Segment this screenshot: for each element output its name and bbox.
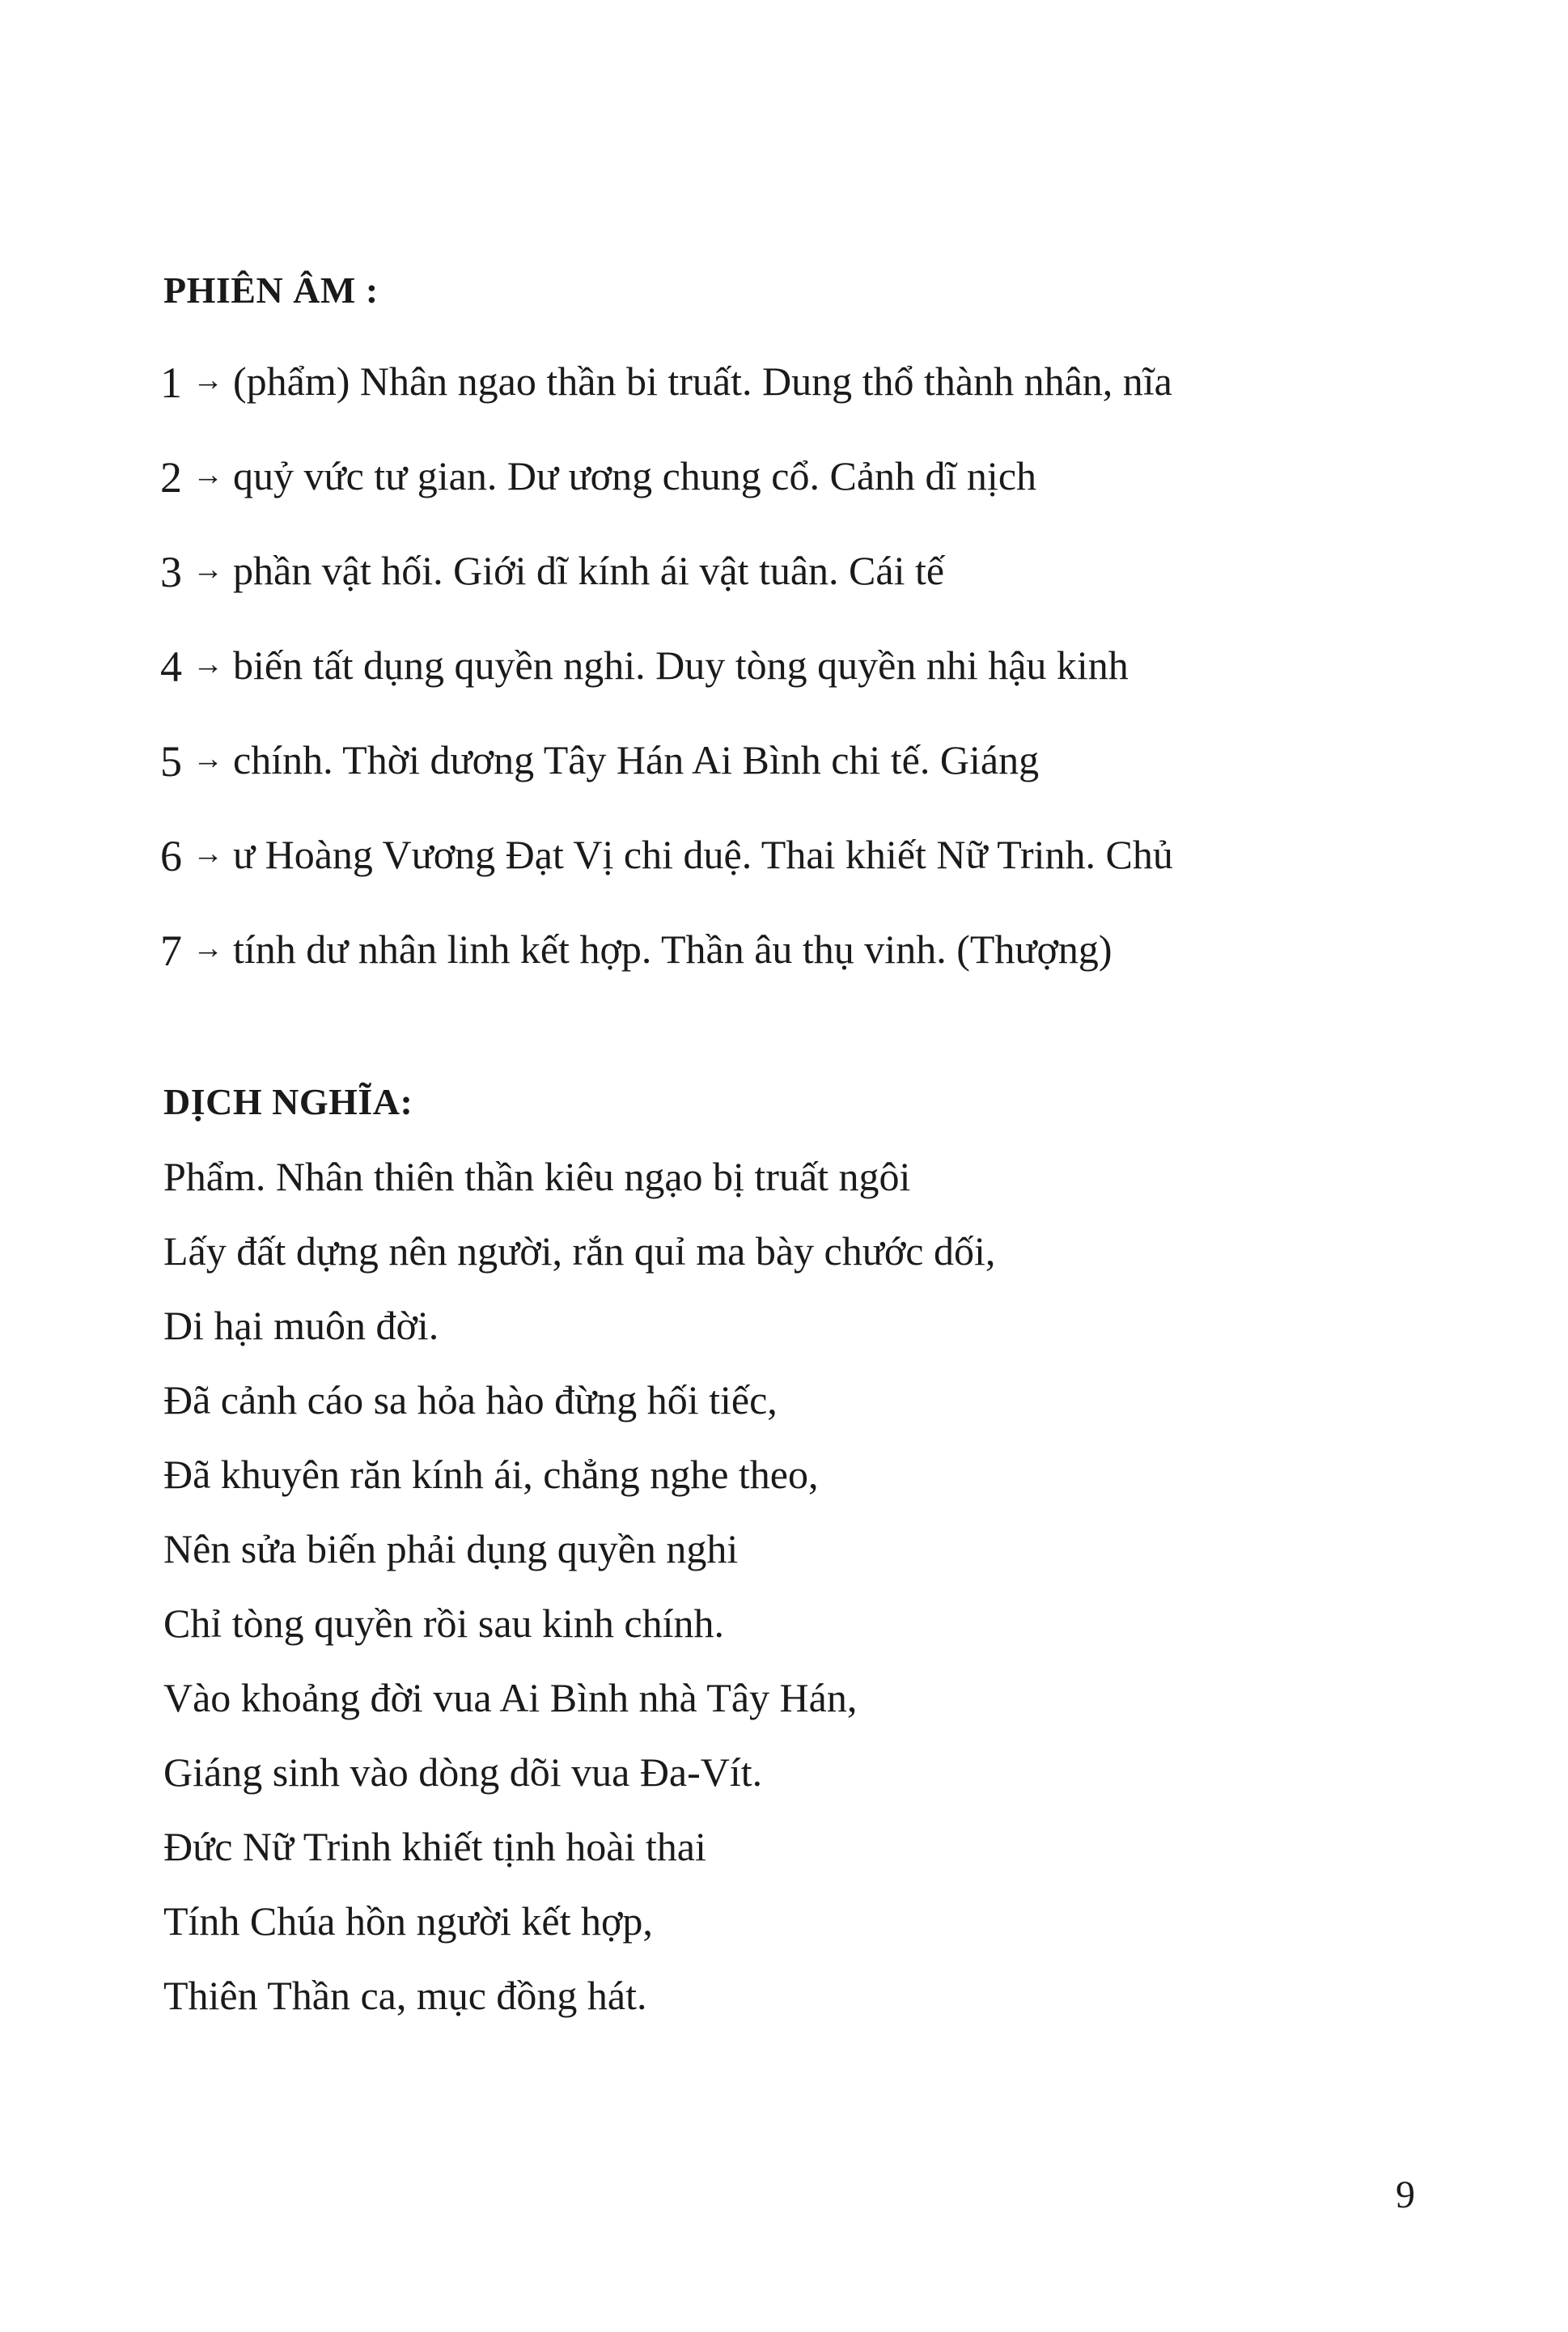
right-arrow-icon: → <box>193 363 223 397</box>
verse-line: Lấy đất dựng nên người, rắn quỉ ma bày chước dối, <box>163 1228 996 1274</box>
line-text: tính dư nhân linh kết hợp. Thần âu thụ vinh. (Thượng) <box>233 926 1112 972</box>
verse-line: Đã cảnh cáo sa hỏa hào đừng hối tiếc, <box>163 1377 778 1423</box>
verse-line: Đức Nữ Trinh khiết tịnh hoài thai <box>163 1824 706 1869</box>
line-text: biến tất dụng quyền nghi. Duy tòng quyền nhi hậu kinh <box>233 642 1129 688</box>
verse-line: Thiên Thần ca, mục đồng hát. <box>163 1973 647 2018</box>
right-arrow-icon: → <box>193 837 223 871</box>
verse-line: Vào khoảng đời vua Ai Bình nhà Tây Hán, <box>163 1675 858 1720</box>
right-arrow-icon: → <box>193 647 223 681</box>
transliteration-list <box>160 358 1422 1020</box>
line-number: 4 <box>160 642 182 691</box>
line-text: quỷ vức tư gian. Dư ương chung cổ. Cảnh dĩ nịch <box>233 453 1037 498</box>
line-text: phần vật hối. Giới dĩ kính ái vật tuân. Cái tế <box>233 548 945 593</box>
line-number: 2 <box>160 453 182 502</box>
transliteration-line <box>160 547 1422 642</box>
heading-dich-nghia: DỊCH NGHĨA: <box>163 1081 413 1122</box>
verse-line: Phẩm. Nhân thiên thần kiêu ngạo bị truất ngôi <box>163 1154 911 1199</box>
line-number: 7 <box>160 926 182 975</box>
verse-line: Nên sửa biến phải dụng quyền nghi <box>163 1526 739 1571</box>
verse-line: Giáng sinh vào dòng dõi vua Đa-Vít. <box>163 1749 763 1795</box>
line-text: ư Hoàng Vương Đạt Vị chi duệ. Thai khiết Nữ Trinh. Chủ <box>233 832 1173 877</box>
line-number: 3 <box>160 548 182 596</box>
transliteration-line <box>160 736 1422 831</box>
right-arrow-icon: → <box>193 553 223 587</box>
verse-line: Chỉ tòng quyền rồi sau kinh chính. <box>163 1601 724 1646</box>
right-arrow-icon: → <box>193 458 223 492</box>
right-arrow-icon: → <box>193 931 223 965</box>
translation-verse <box>163 1153 1426 2046</box>
line-number: 1 <box>160 358 182 407</box>
verse-line: Tính Chúa hồn người kết hợp, <box>163 1898 653 1944</box>
line-number: 5 <box>160 737 182 786</box>
heading-phien-am: PHIÊN ÂM : <box>163 269 379 311</box>
verse-line: Di hại muôn đời. <box>163 1303 439 1348</box>
line-text: chính. Thời dương Tây Hán Ai Bình chi tế. Giáng <box>233 737 1040 782</box>
transliteration-line <box>160 642 1422 736</box>
page-number: 9 <box>1396 2173 1415 2216</box>
right-arrow-icon: → <box>193 742 223 776</box>
transliteration-line <box>160 358 1422 452</box>
verse-line: Đã khuyên răn kính ái, chẳng nghe theo, <box>163 1452 819 1497</box>
line-number: 6 <box>160 832 182 880</box>
transliteration-line <box>160 926 1422 1020</box>
transliteration-line <box>160 831 1422 926</box>
line-text: (phẩm) Nhân ngao thần bi truất. Dung thổ thành nhân, nĩa <box>233 358 1172 404</box>
transliteration-line <box>160 452 1422 547</box>
